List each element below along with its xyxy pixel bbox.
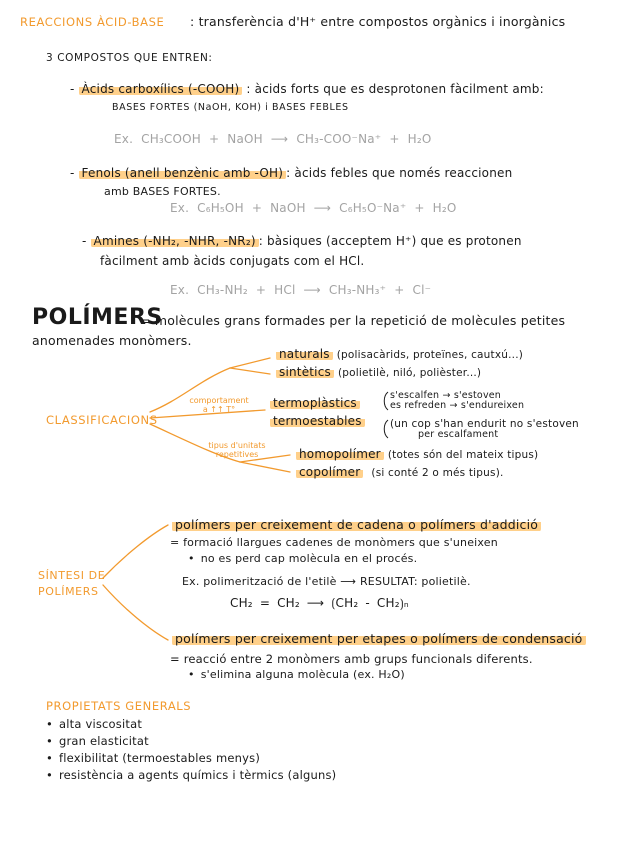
chain-title-wrap: [172, 518, 541, 532]
step-point2: • s'elimina alguna molècula (ex. H₂O): [188, 669, 405, 682]
thermoplastics-label-wrap: [270, 397, 360, 411]
sintetics-desc: (polietilè, niló, polièster...): [337, 367, 482, 379]
sintetics-label: sintètics: [276, 365, 334, 379]
amines-desc2: fàcilment amb àcids conjugats com el HCl.: [100, 254, 365, 268]
step-title-wrap: [172, 632, 586, 646]
property-item: • gran elasticitat: [46, 735, 149, 748]
thermosets-desc1: (un cop s'han endurit no s'estoven: [390, 418, 579, 430]
amines-example: Ex. CH₃-NH₂ + HCl ⟶ CH₃-NH₃⁺ + Cl⁻: [170, 283, 432, 297]
synthesis-label-1: SÍNTESI DE: [38, 569, 106, 582]
branch-line-co: [240, 462, 290, 472]
bracket-thermoplastics: [384, 392, 388, 410]
thermosets-label: termoestables: [270, 414, 365, 428]
homopolymer-label: homopolímer: [296, 447, 384, 461]
acid-base-intro: 3 COMPOSTOS QUE ENTREN:: [46, 52, 213, 64]
chain-example: Ex. polimerització de l'etilè ⟶ RESULTAT: polietilè.: [182, 575, 471, 588]
chain-point2: • no es perd cap molècula en el procés.: [188, 553, 417, 566]
polymers-title: POLÍMERS: [32, 305, 163, 330]
polymers-definition2: anomenades monòmers.: [32, 333, 192, 348]
phenols-desc2: amb BASES FORTES.: [104, 185, 221, 198]
carboxylic-label: Àcids carboxílics (-COOH): [79, 82, 243, 96]
thermoplastics-desc2: es refreden → s'endureixen: [390, 400, 525, 411]
phenols-example: Ex. C₆H₅OH + NaOH ⟶ C₆H₅O⁻Na⁺ + H₂O: [170, 201, 457, 215]
phenols-label: Fenols (anell benzènic amb -OH): [79, 166, 287, 180]
polymers-definition: = molècules grans formades per la repetició de molècules petites: [140, 313, 566, 328]
branch-line-naturals: [230, 358, 270, 368]
amines-desc: : bàsiques (acceptem H⁺) que es protonen: [258, 234, 522, 248]
thermoplastics-desc1: s'escalfen → s'estoven: [390, 390, 502, 401]
property-item: • flexibilitat (termoestables menys): [46, 752, 260, 765]
amines-item: - Amines (-NH₂, -NHR, -NR₂) : bàsiques (acceptem H⁺) que es protonen: [82, 234, 522, 248]
thermal-note: comportament a ↑↑ T°: [189, 396, 249, 414]
origin-naturals: [276, 348, 523, 362]
property-item: • alta viscositat: [46, 718, 142, 731]
units-homo: [296, 448, 538, 462]
chain-title: polímers per creixement de cadena o polímers d'addició: [172, 517, 541, 532]
properties-title: PROPIETATS GENERALS: [46, 699, 192, 713]
step-title: polímers per creixement per etapes o polímers de condensació: [172, 631, 586, 646]
naturals-desc: (polisacàrids, proteïnes, cautxú...): [336, 349, 524, 361]
origin-sintetics: [276, 366, 481, 380]
synthesis-label-2: POLÍMERS: [38, 585, 99, 598]
branch-line-step: [103, 585, 168, 640]
carboxylic-desc: : àcids forts que es desprotonen fàcilment amb:: [246, 82, 544, 96]
step-point1: = reacció entre 2 monòmers amb grups funcionals diferents.: [170, 652, 533, 666]
amines-label: Amines (-NH₂, -NHR, -NR₂): [91, 234, 259, 248]
phenols-desc: : àcids febles que només reaccionen: [286, 166, 513, 180]
chain-reaction: CH₂ = CH₂ ⟶ ⟮CH₂ - CH₂⟯ₙ: [230, 596, 409, 610]
naturals-label: naturals: [276, 347, 333, 361]
classification-label: CLASSIFICACIONS: [46, 413, 158, 427]
branch-line-chain: [103, 525, 168, 578]
phenols-item: - Fenols (anell benzènic amb -OH) : àcids febles que només reaccionen: [70, 166, 513, 180]
thermoplastics-label: termoplàstics: [270, 396, 360, 410]
units-note: tipus d'unitats repetitives: [208, 441, 266, 459]
thermosets-label-wrap: [270, 415, 365, 429]
homopolymer-desc: (totes són del mateix tipus): [387, 449, 539, 461]
carboxylic-item: - Àcids carboxílics (-COOH) : àcids forts que es desprotonen fàcilment amb:: [70, 82, 544, 96]
chain-point1: = formació llargues cadenes de monòmers que s'uneixen: [170, 536, 498, 549]
bracket-thermosets: [384, 420, 388, 438]
copolymer-desc: (si conté 2 o més tipus).: [371, 467, 504, 479]
units-co: [296, 466, 504, 480]
property-item: • resistència a agents químics i tèrmics (alguns): [46, 769, 336, 782]
copolymer-label: copolímer: [296, 465, 363, 479]
carboxylic-example: Ex. CH₃COOH + NaOH ⟶ CH₃-COO⁻Na⁺ + H₂O: [114, 132, 432, 146]
carboxylic-desc2: BASES FORTES (NaOH, KOH) i BASES FEBLES: [112, 102, 349, 113]
acid-base-definition: : transferència d'H⁺ entre compostos orgànics i inorgànics: [190, 14, 566, 29]
thermosets-desc2: per escalfament: [418, 429, 499, 440]
branch-line-sintetics: [230, 368, 270, 374]
acid-base-title: REACCIONS ÀCID-BASE: [20, 15, 165, 29]
